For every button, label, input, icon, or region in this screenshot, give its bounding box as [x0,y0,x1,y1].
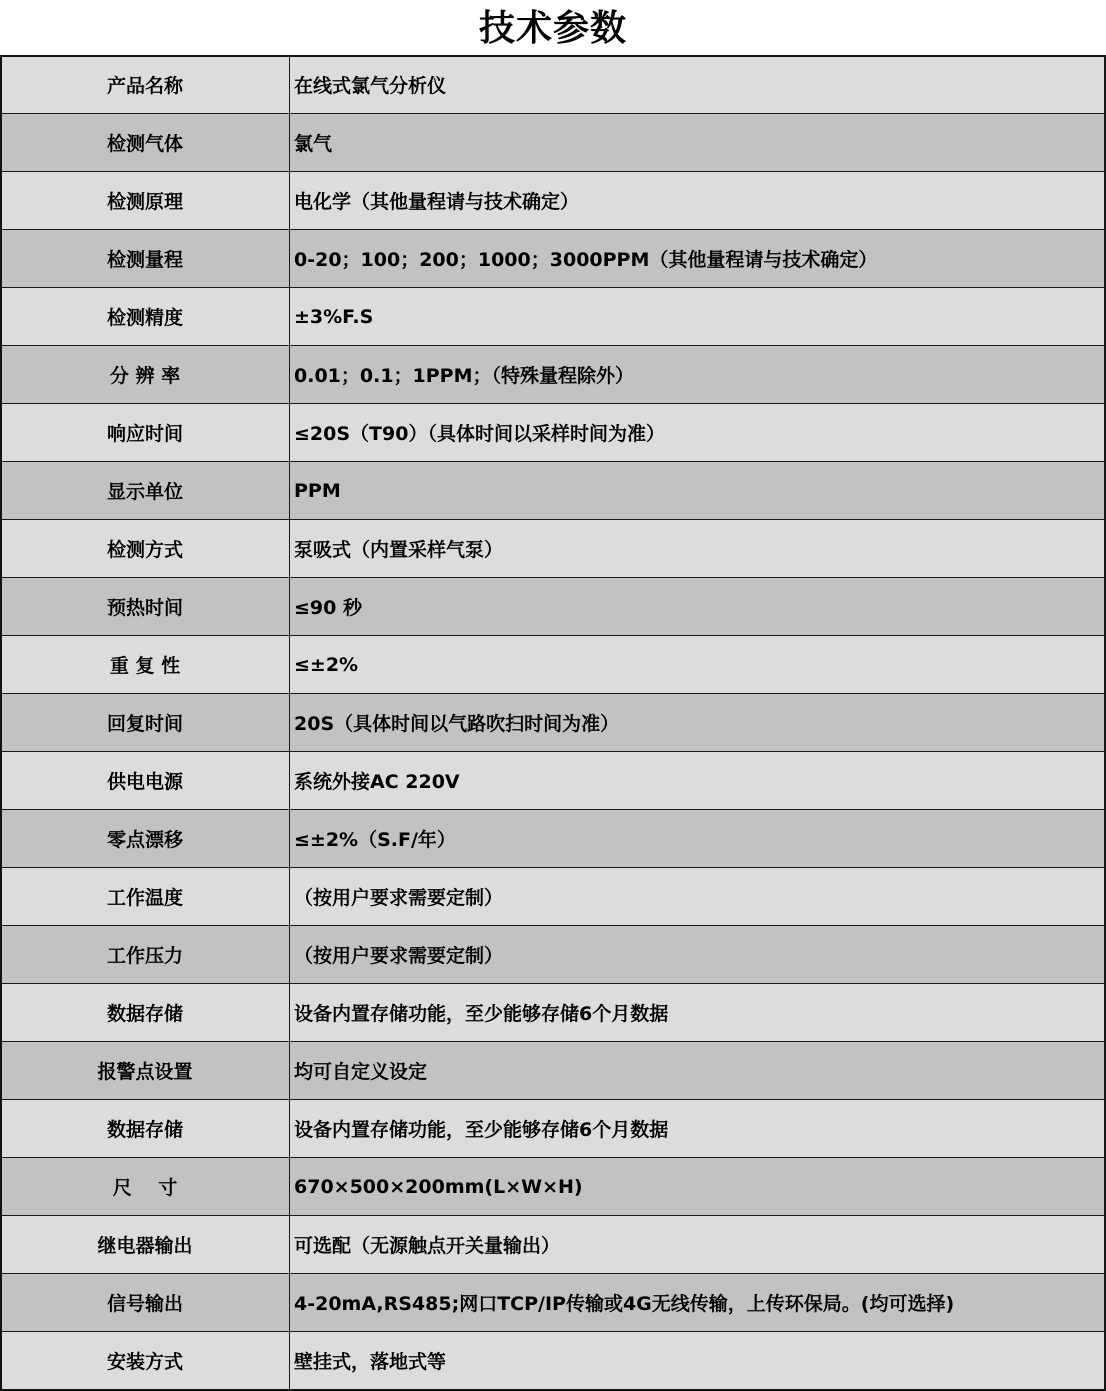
param-name: 尺 寸 [1,1158,290,1216]
param-value: PPM [290,462,1105,520]
param-value: 设备内置存储功能，至少能够存储6个月数据 [290,984,1105,1042]
param-name: 继电器输出 [1,1216,290,1274]
param-value: （按用户要求需要定制） [290,926,1105,984]
param-value: 泵吸式（内置采样气泵） [290,520,1105,578]
table-row [1,636,1105,694]
param-name: 信号输出 [1,1274,290,1332]
param-value: 设备内置存储功能，至少能够存储6个月数据 [290,1100,1105,1158]
table-row [1,1332,1105,1390]
param-name: 数据存储 [1,984,290,1042]
param-name: 分 辨 率 [1,346,290,404]
param-name: 检测原理 [1,172,290,230]
param-value: ≤±2%（S.F/年） [290,810,1105,868]
param-name: 安装方式 [1,1332,290,1390]
param-value: 在线式氯气分析仪 [290,56,1105,114]
param-name: 预热时间 [1,578,290,636]
table-row [1,172,1105,230]
param-value: 电化学（其他量程请与技术确定） [290,172,1105,230]
param-name: 检测量程 [1,230,290,288]
param-value: 20S（具体时间以气路吹扫时间为准） [290,694,1105,752]
param-value: 4-20mA,RS485;网口TCP/IP传输或4G无线传输，上传环保局。(均可选择) [290,1274,1105,1332]
param-value: 0-20；100；200；1000；3000PPM（其他量程请与技术确定） [290,230,1105,288]
table-row [1,114,1105,172]
param-name: 重 复 性 [1,636,290,694]
param-value: ±3%F.S [290,288,1105,346]
table-row [1,1274,1105,1332]
param-value: 0.01；0.1；1PPM；（特殊量程除外） [290,346,1105,404]
page-title: 技术参数 [478,8,627,49]
table-row [1,984,1105,1042]
table-row [1,1042,1105,1100]
table-row [1,578,1105,636]
table-row [1,810,1105,868]
param-name: 工作压力 [1,926,290,984]
param-name: 回复时间 [1,694,290,752]
table-row [1,694,1105,752]
param-name: 检测精度 [1,288,290,346]
table-row [1,230,1105,288]
param-name: 工作温度 [1,868,290,926]
param-value: ≤±2% [290,636,1105,694]
table-row [1,868,1105,926]
param-name: 检测气体 [1,114,290,172]
param-name: 产品名称 [1,56,290,114]
table-row [1,752,1105,810]
param-name: 零点漂移 [1,810,290,868]
param-name: 响应时间 [1,404,290,462]
table-row [1,926,1105,984]
table-row [1,1216,1105,1274]
table-row [1,288,1105,346]
table-row [1,520,1105,578]
param-value: 670×500×200mm(L×W×H) [290,1158,1105,1216]
param-value: （按用户要求需要定制） [290,868,1105,926]
param-name: 数据存储 [1,1100,290,1158]
param-name: 报警点设置 [1,1042,290,1100]
param-value: 壁挂式，落地式等 [290,1332,1105,1390]
param-value: 系统外接AC 220V [290,752,1105,810]
param-value: 氯气 [290,114,1105,172]
table-row [1,346,1105,404]
spec-table-body [1,56,1105,1390]
param-name: 供电电源 [1,752,290,810]
param-value: 均可自定义设定 [290,1042,1105,1100]
table-row [1,1158,1105,1216]
param-value: ≤20S（T90）（具体时间以采样时间为准） [290,404,1105,462]
table-row [1,404,1105,462]
param-name: 检测方式 [1,520,290,578]
spec-table [0,55,1105,1390]
table-row [1,462,1105,520]
param-value: 可选配（无源触点开关量输出） [290,1216,1105,1274]
table-row [1,56,1105,114]
param-value: ≤90 秒 [290,578,1105,636]
param-name: 显示单位 [1,462,290,520]
table-row [1,1100,1105,1158]
